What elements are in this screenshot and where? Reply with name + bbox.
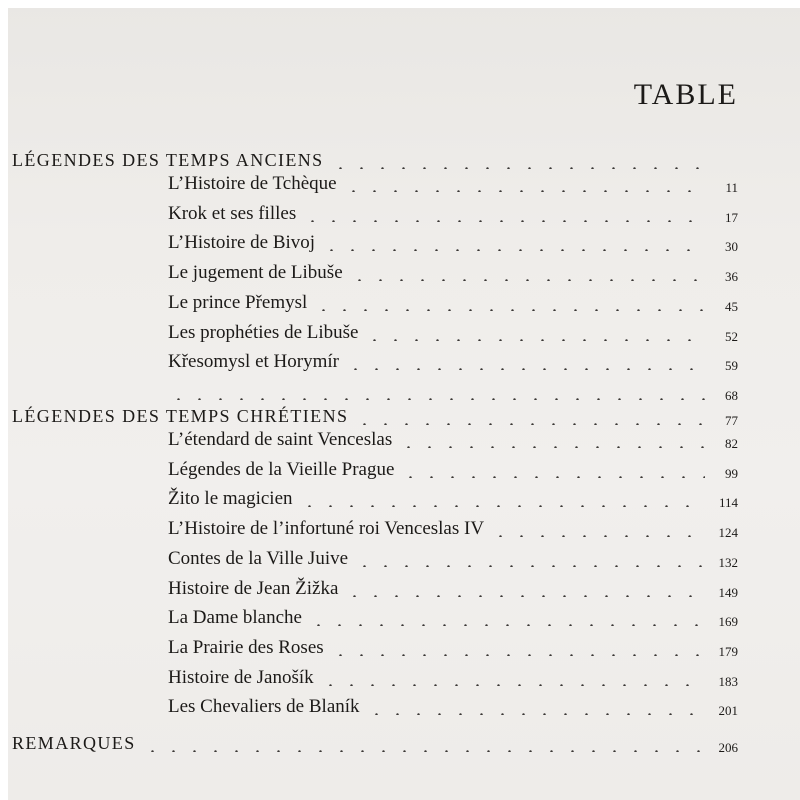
entry-title: Le prince Přemysl	[168, 291, 308, 313]
entry-title: Les Chevaliers de Blaník	[168, 696, 360, 718]
entry-title: Histoire de Janošík	[168, 666, 314, 688]
entry-title: L’Histoire de Tchèque	[168, 173, 337, 194]
dot-leader	[302, 220, 705, 222]
dot-leader	[364, 339, 705, 341]
toc-entry-row	[0, 381, 800, 409]
dot-leader	[366, 713, 705, 715]
toc-entry-row	[0, 518, 800, 546]
toc-entry-row	[0, 173, 800, 201]
toc-section-row	[0, 733, 800, 761]
toc-entry-row	[0, 429, 800, 457]
entry-title: Les prophéties de Libuše	[168, 321, 359, 343]
dot-leader	[490, 535, 705, 537]
page-number: 124	[718, 525, 738, 541]
page-number: 132	[718, 554, 738, 570]
dot-leader	[354, 423, 705, 425]
page-number: 201	[718, 703, 738, 719]
dot-leader	[321, 249, 705, 251]
page-number: 82	[725, 436, 738, 451]
dot-leader	[330, 654, 705, 656]
dot-leader	[345, 368, 705, 370]
toc-entry-row	[0, 607, 800, 635]
page-number: 36	[725, 269, 738, 285]
dot-leader	[299, 505, 705, 507]
toc-entry-row	[0, 488, 800, 516]
dot-leader	[320, 684, 705, 686]
page-number: 206	[718, 740, 738, 755]
toc-entry-row	[0, 637, 800, 665]
entry-title: Žito le magicien	[168, 488, 293, 510]
section-title: LÉGENDES DES TEMPS ANCIENS	[12, 150, 324, 170]
dot-leader	[398, 446, 705, 448]
dot-leader	[400, 476, 705, 478]
page-number: 45	[725, 298, 738, 314]
toc-entry-row	[0, 667, 800, 695]
toc-entry-row	[0, 351, 800, 379]
dot-leader	[142, 750, 705, 752]
toc-entry-row	[0, 459, 800, 487]
toc-entry-row	[0, 578, 800, 606]
entry-title: Le jugement de Libuše	[168, 262, 343, 284]
page-number: 30	[725, 239, 738, 255]
page-title: TABLE	[633, 78, 738, 111]
page-number: 99	[725, 465, 738, 481]
page-number: 149	[718, 584, 738, 600]
dot-leader	[168, 398, 705, 400]
dot-leader	[313, 309, 705, 311]
section-title: REMARQUES	[12, 733, 136, 753]
page-number: 11	[725, 180, 738, 195]
page-number: 59	[725, 358, 738, 374]
toc-entry-row	[0, 262, 800, 290]
entry-title: Krok et ses filles	[168, 202, 297, 224]
entry-title: L’Histoire de Bivoj	[168, 232, 316, 254]
page-number: 68	[725, 387, 738, 403]
page-number: 114	[718, 495, 738, 511]
dot-leader	[308, 624, 705, 626]
entry-title: La Prairie des Roses	[168, 636, 324, 658]
entry-title: Křesomysl et Horymír	[168, 351, 339, 373]
toc-entry-row	[0, 548, 800, 576]
dot-leader	[349, 279, 705, 281]
dot-leader	[330, 167, 705, 169]
toc-entry-row	[0, 203, 800, 231]
entry-title: L’Histoire de l’infortuné roi Venceslas IV	[168, 518, 485, 540]
image-border-top	[0, 0, 800, 8]
page-number: 169	[718, 614, 738, 630]
entry-title: Histoire de Jean Žižka	[168, 577, 339, 599]
entry-title: Contes de la Ville Juive	[168, 547, 349, 569]
entry-title: Légendes de la Vieille Prague	[168, 458, 395, 480]
toc-entry-row	[0, 292, 800, 320]
section-title: LÉGENDES DES TEMPS CHRÉTIENS	[12, 406, 349, 426]
toc-entry-row	[0, 696, 800, 724]
page-number: 179	[718, 643, 738, 659]
dot-leader	[343, 190, 705, 192]
page-number: 183	[718, 673, 738, 689]
entry-title: L’étendard de saint Venceslas	[168, 429, 393, 450]
dot-leader	[354, 565, 705, 567]
page-number: 52	[725, 328, 738, 344]
dot-leader	[344, 595, 705, 597]
page-number: 77	[725, 413, 738, 428]
toc-entry-row	[0, 322, 800, 350]
page-number: 17	[725, 209, 738, 225]
toc-entry-row	[0, 232, 800, 260]
entry-title: La Dame blanche	[168, 607, 302, 629]
